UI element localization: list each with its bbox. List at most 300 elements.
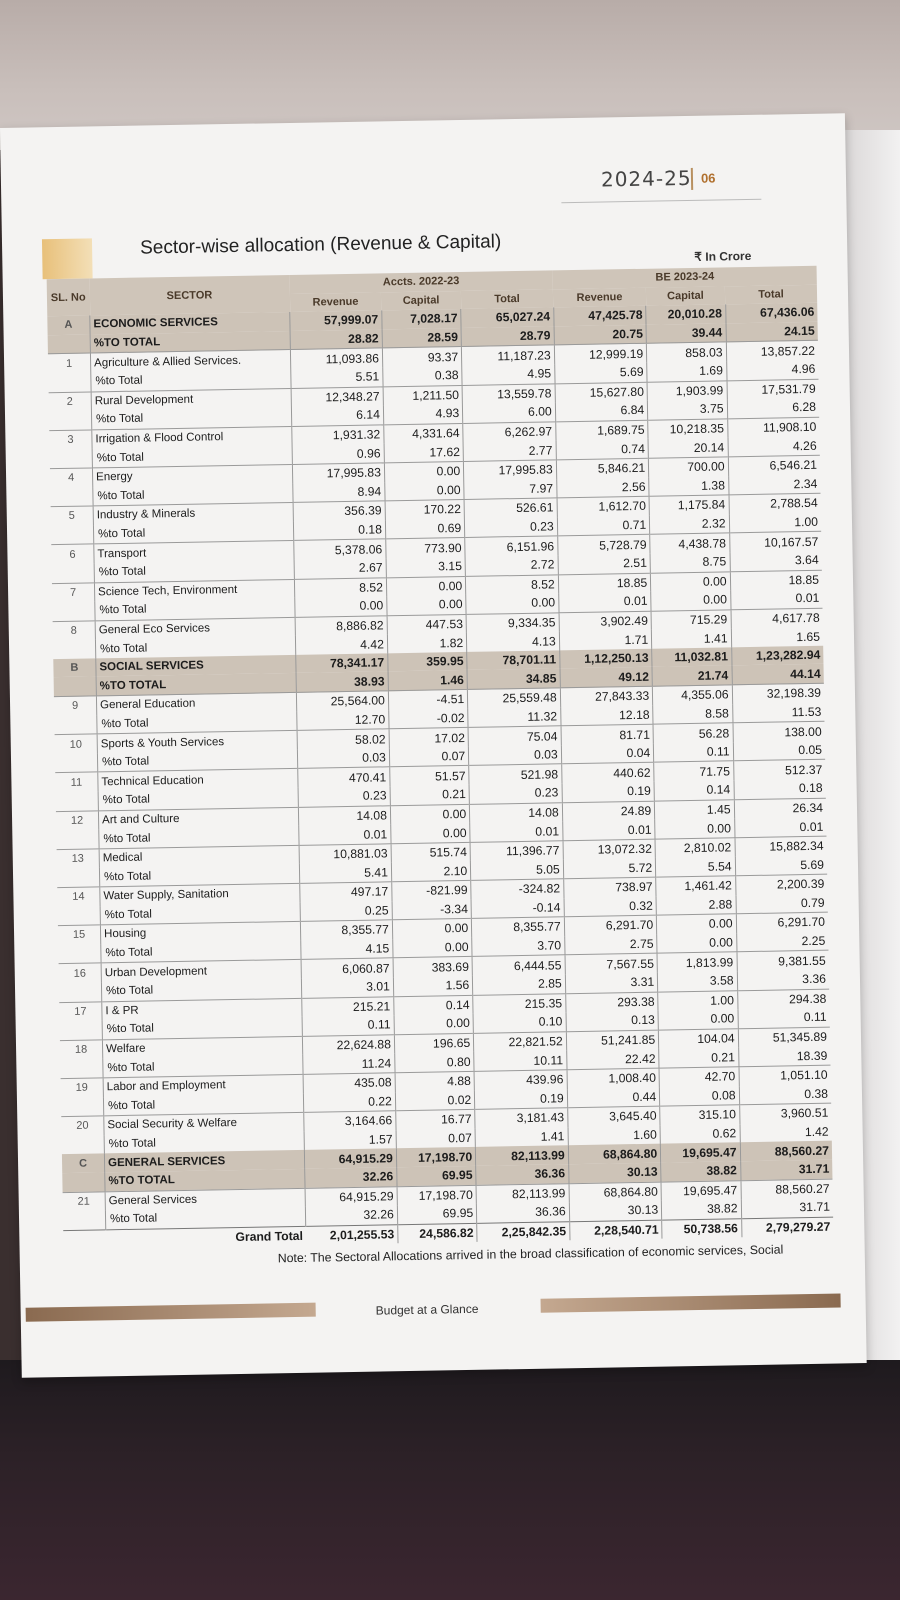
sector-cell: Industry & Minerals xyxy=(93,503,293,526)
value-cell: 3,960.51 xyxy=(739,1103,831,1124)
value-cell: 2.85 xyxy=(473,974,566,995)
value-cell: 17,198.70 xyxy=(396,1147,476,1167)
value-cell: 69.95 xyxy=(397,1166,477,1186)
value-cell: 58.02 xyxy=(297,729,389,750)
value-cell: 0.01 xyxy=(799,819,824,834)
sector-cell: %to Total xyxy=(99,864,299,887)
col-capital-1: Capital xyxy=(381,291,461,311)
value-cell: 215.35 xyxy=(473,993,566,1014)
sector-cell: %TO TOTAL xyxy=(105,1169,305,1192)
value-cell: 11.53 xyxy=(791,704,822,720)
sl-no-cell xyxy=(57,868,100,888)
sl-no-cell xyxy=(62,1135,105,1154)
value-cell: 0.38 xyxy=(383,366,463,386)
col-capital-2: Capital xyxy=(646,286,726,306)
value-cell: 34.85 xyxy=(467,669,560,690)
value-cell: 25,564.00 xyxy=(296,691,388,712)
sector-cell: General Services xyxy=(105,1188,305,1211)
value-cell: 22.42 xyxy=(566,1049,659,1070)
value-cell: 10,881.03 xyxy=(299,844,391,865)
value-cell: 6,444.55 xyxy=(472,955,565,976)
sl-no-cell: 15 xyxy=(58,925,101,945)
value-cell: 11,908.10 xyxy=(727,417,819,438)
value-cell: 0.25 xyxy=(300,901,392,922)
value-cell: 2.77 xyxy=(463,441,556,462)
sector-cell: ECONOMIC SERVICES xyxy=(90,312,290,334)
value-cell: 39.44 xyxy=(646,323,726,343)
sector-cell: %to Total xyxy=(99,826,299,849)
value-cell: 2,810.02 xyxy=(655,838,735,858)
value-cell: 1,813.99 xyxy=(657,952,737,972)
value-cell: 521.98 xyxy=(469,764,562,785)
sl-no-cell: 5 xyxy=(51,506,94,526)
value-cell: 13,559.78 xyxy=(462,383,555,404)
value-cell: 0.03 xyxy=(469,745,562,766)
sector-cell: %to Total xyxy=(101,941,301,964)
value-cell: 0.74 xyxy=(556,439,649,460)
sector-cell: %TO TOTAL xyxy=(96,673,296,696)
col-group-be: BE 2023-24 xyxy=(553,266,817,289)
value-cell: 8.52 xyxy=(466,574,559,595)
value-cell: 57,999.07 xyxy=(290,311,382,331)
value-cell: 1.71 xyxy=(559,630,652,650)
value-cell: 38.82 xyxy=(662,1199,742,1219)
value-cell: 6.00 xyxy=(463,403,556,424)
value-cell: 0.69 xyxy=(385,519,465,539)
value-cell: 6,291.70 xyxy=(736,912,828,933)
value-cell: 0.00 xyxy=(466,593,559,614)
sl-no-cell xyxy=(50,449,93,469)
value-cell: 0.04 xyxy=(561,744,654,765)
background-floor xyxy=(0,1360,900,1600)
value-cell: 0.00 xyxy=(657,933,737,953)
sl-no-cell xyxy=(50,487,93,507)
value-cell: 21.74 xyxy=(652,666,732,686)
value-cell: 75.04 xyxy=(468,726,561,747)
value-cell: 47,425.78 xyxy=(553,306,646,326)
value-cell: 359.95 xyxy=(388,652,468,672)
sl-no-cell xyxy=(56,830,99,850)
col-total-1: Total xyxy=(461,289,554,309)
value-cell: 20.75 xyxy=(554,325,647,346)
value-cell: 16.77 xyxy=(396,1109,476,1129)
value-cell: 497.17 xyxy=(300,882,392,903)
col-sl-no: SL. No xyxy=(47,278,90,316)
value-cell: 0.01 xyxy=(299,825,391,846)
value-cell: 4,331.64 xyxy=(384,423,464,443)
value-cell: 138.00 xyxy=(733,721,825,742)
value-cell: 0.05 xyxy=(798,742,823,758)
value-cell: 71.75 xyxy=(654,761,734,781)
value-cell: 294.38 xyxy=(737,989,829,1010)
value-cell: 20.14 xyxy=(648,438,728,458)
value-cell: 2.51 xyxy=(558,554,651,575)
header-rule xyxy=(561,199,761,203)
value-cell: 0.23 xyxy=(298,786,390,807)
value-cell: 4.93 xyxy=(383,404,463,424)
value-cell: 215.21 xyxy=(302,996,394,1017)
value-cell: 0.11 xyxy=(302,1015,394,1036)
value-cell: 12.18 xyxy=(560,705,653,726)
sl-no-cell: 1 xyxy=(48,353,91,373)
value-cell: 6,151.96 xyxy=(465,536,558,557)
value-cell: 1.41 xyxy=(652,629,732,649)
document-page xyxy=(0,113,867,1378)
value-cell: 1,051.10 xyxy=(739,1065,831,1086)
sl-no-cell: C xyxy=(62,1154,105,1173)
sl-no-cell: 19 xyxy=(61,1078,104,1098)
value-cell: 82,113.99 xyxy=(476,1146,569,1166)
value-cell: 6,546.21 xyxy=(728,455,820,476)
value-cell: -0.02 xyxy=(389,709,469,729)
value-cell: 10,167.57 xyxy=(729,532,821,553)
value-cell: 15,627.80 xyxy=(555,382,648,403)
sector-cell: Irrigation & Flood Control xyxy=(92,426,292,449)
col-revenue-1: Revenue xyxy=(289,292,381,312)
sl-no-cell xyxy=(63,1210,106,1230)
value-cell: 3.58 xyxy=(658,971,738,991)
value-cell: 512.37 xyxy=(733,760,825,781)
value-cell: 0.00 xyxy=(651,571,731,591)
sector-cell: Urban Development xyxy=(101,960,301,983)
value-cell: 0.00 xyxy=(651,590,731,610)
value-cell: 4,355.06 xyxy=(653,685,733,705)
sector-cell: %TO TOTAL xyxy=(90,331,290,354)
value-cell: 24.15 xyxy=(726,322,818,343)
sector-cell: %to Total xyxy=(103,1055,303,1078)
sector-cell: %to Total xyxy=(97,750,297,773)
sector-cell: Welfare xyxy=(102,1036,302,1059)
value-cell: 13,857.22 xyxy=(726,341,818,362)
value-cell: 0.38 xyxy=(804,1086,829,1101)
value-cell: 17.02 xyxy=(389,728,469,748)
col-total-2: Total xyxy=(725,284,817,304)
value-cell: 1.57 xyxy=(304,1130,396,1150)
value-cell: 715.29 xyxy=(651,610,731,630)
col-group-accts: Accts. 2022-23 xyxy=(289,270,553,293)
value-cell: 2.72 xyxy=(465,555,558,576)
value-cell: 19,695.47 xyxy=(661,1180,741,1200)
value-cell: 8.58 xyxy=(653,704,733,724)
value-cell: 10,218.35 xyxy=(648,419,728,439)
value-cell: 6,060.87 xyxy=(301,958,393,979)
value-cell: 81.71 xyxy=(561,724,654,745)
value-cell: 315.10 xyxy=(660,1105,740,1125)
sl-no-cell: 9 xyxy=(54,696,97,716)
value-cell: 0.21 xyxy=(390,785,470,805)
value-cell: 8,886.82 xyxy=(295,616,387,637)
value-cell: -324.82 xyxy=(471,879,564,900)
value-cell: -4.51 xyxy=(388,689,468,709)
value-cell: 439.96 xyxy=(474,1070,567,1091)
value-cell: 3,645.40 xyxy=(567,1106,660,1127)
value-cell: 32.26 xyxy=(305,1205,397,1226)
sl-no-cell: 2 xyxy=(49,392,92,412)
value-cell: 1.69 xyxy=(647,361,727,381)
value-cell: 6,262.97 xyxy=(463,422,556,443)
sl-no-cell xyxy=(60,1059,103,1079)
value-cell: 69.95 xyxy=(397,1204,477,1224)
value-cell: 12,348.27 xyxy=(291,386,383,407)
value-cell: 1,461.42 xyxy=(656,876,736,896)
value-cell: 170.22 xyxy=(385,500,465,520)
value-cell: 25,559.48 xyxy=(468,688,561,709)
sl-no-cell: 18 xyxy=(60,1040,103,1060)
sector-cell: Housing xyxy=(100,922,300,945)
sl-no-cell: 16 xyxy=(59,963,102,983)
grand-total-cell: 2,79,279.27 xyxy=(741,1217,833,1238)
sector-cell: General Education xyxy=(96,692,296,715)
value-cell: 2,788.54 xyxy=(729,493,821,514)
value-cell: 20,010.28 xyxy=(646,305,726,325)
value-cell: 17,531.79 xyxy=(727,379,819,400)
sector-cell: %to Total xyxy=(93,522,293,545)
table-body xyxy=(47,303,833,1230)
sl-no-cell xyxy=(51,525,94,545)
value-cell: 0.18 xyxy=(798,781,823,796)
value-cell: 12.70 xyxy=(297,710,389,731)
sector-cell: GENERAL SERVICES xyxy=(104,1150,304,1172)
value-cell: 22,821.52 xyxy=(474,1032,567,1053)
sl-no-cell xyxy=(49,411,92,431)
value-cell: 7.97 xyxy=(464,479,557,500)
value-cell: 0.79 xyxy=(800,895,825,911)
value-cell: 435.08 xyxy=(303,1073,395,1094)
value-cell: 3.31 xyxy=(565,973,658,994)
value-cell: 18.85 xyxy=(558,573,651,594)
sector-cell: %to Total xyxy=(91,369,291,392)
value-cell: 3,164.66 xyxy=(304,1111,396,1132)
value-cell: 18.39 xyxy=(796,1048,828,1063)
value-cell: 858.03 xyxy=(647,342,727,362)
value-cell: 5,728.79 xyxy=(557,535,650,556)
sector-cell: Sports & Youth Services xyxy=(97,731,297,754)
value-cell: 17,198.70 xyxy=(397,1185,477,1205)
sl-no-cell: A xyxy=(47,316,90,335)
value-cell: 19,695.47 xyxy=(661,1143,741,1163)
value-cell: 3.15 xyxy=(386,557,466,577)
value-cell: 31.71 xyxy=(799,1200,831,1215)
value-cell: 32,198.39 xyxy=(732,683,824,704)
sl-no-cell xyxy=(54,677,97,697)
value-cell: 0.18 xyxy=(293,520,385,541)
sl-no-cell: 4 xyxy=(50,468,93,488)
value-cell: 0.80 xyxy=(395,1052,475,1072)
value-cell: 4.26 xyxy=(792,438,817,453)
value-cell: 0.00 xyxy=(295,596,387,617)
value-cell: 3,181.43 xyxy=(475,1108,568,1129)
value-cell: -0.14 xyxy=(471,898,564,919)
value-cell: 2,200.39 xyxy=(735,874,827,895)
sector-cell: Medical xyxy=(99,845,299,868)
value-cell: 88,560.27 xyxy=(740,1141,832,1161)
value-cell: 0.71 xyxy=(557,515,650,536)
value-cell: 1.42 xyxy=(804,1124,829,1140)
value-cell: 3.64 xyxy=(794,552,819,568)
value-cell: 27,843.33 xyxy=(560,686,653,707)
value-cell: 6.84 xyxy=(555,401,648,422)
sl-no-cell xyxy=(56,791,99,811)
value-cell: 1.46 xyxy=(388,670,468,690)
sl-no-cell xyxy=(58,944,101,964)
value-cell: 13,072.32 xyxy=(563,839,656,860)
sl-no-cell xyxy=(54,715,97,735)
value-cell: 1,12,250.13 xyxy=(559,649,652,669)
value-cell: 1.00 xyxy=(658,990,738,1010)
value-cell: 5.69 xyxy=(554,363,647,384)
sector-cell: %to Total xyxy=(100,902,300,925)
sl-no-cell xyxy=(60,1021,103,1041)
value-cell: 526.61 xyxy=(464,498,557,519)
value-cell: 0.02 xyxy=(395,1090,475,1110)
sector-cell: Science Tech, Environment xyxy=(94,579,294,602)
value-cell: 65,027.24 xyxy=(461,308,554,328)
sector-cell: General Eco Services xyxy=(95,617,295,640)
value-cell: 1,689.75 xyxy=(555,420,648,441)
table-note: Note: The Sectoral Allocations arrived in the broad classification of economic services, Social xyxy=(277,1242,784,1266)
value-cell: 1.60 xyxy=(568,1125,661,1145)
value-cell: 68,864.80 xyxy=(569,1182,662,1203)
footer-text: Budget at a Glance xyxy=(375,1301,479,1318)
value-cell: 30.13 xyxy=(569,1201,662,1222)
value-cell: 7,028.17 xyxy=(382,309,462,329)
sector-cell: %to Total xyxy=(93,483,293,506)
value-cell: 1.00 xyxy=(794,514,819,530)
sl-no-cell xyxy=(52,602,95,622)
value-cell: 470.41 xyxy=(298,767,390,788)
value-cell: 5.69 xyxy=(800,857,825,872)
value-cell: 1,23,282.94 xyxy=(731,646,823,666)
value-cell: 0.03 xyxy=(297,748,389,769)
value-cell: 6,291.70 xyxy=(564,915,657,936)
grand-total-cell: 2,01,255.53 xyxy=(306,1224,398,1245)
value-cell: -3.34 xyxy=(392,899,472,919)
value-cell: 1.56 xyxy=(393,976,473,996)
value-cell: 0.11 xyxy=(654,742,734,762)
value-cell: 0.08 xyxy=(660,1086,740,1106)
value-cell: 28.59 xyxy=(382,328,462,348)
sector-cell: %to Total xyxy=(101,979,301,1002)
value-cell: 1.65 xyxy=(796,629,821,644)
value-cell: 78,701.11 xyxy=(467,650,560,670)
sector-cell: %to Total xyxy=(91,407,291,430)
sector-cell: %to Total xyxy=(98,788,298,811)
value-cell: 0.22 xyxy=(303,1092,395,1113)
value-cell: 14.08 xyxy=(298,805,390,826)
sector-cell: Water Supply, Sanitation xyxy=(100,883,300,906)
value-cell: 12,999.19 xyxy=(554,344,647,365)
value-cell: 1.82 xyxy=(387,633,467,653)
value-cell: 17,995.83 xyxy=(292,463,384,484)
value-cell: 88,560.27 xyxy=(741,1179,833,1200)
sector-cell: %to Total xyxy=(103,1093,303,1116)
value-cell: 51,345.89 xyxy=(738,1027,830,1048)
value-cell: 2.75 xyxy=(564,934,657,955)
value-cell: 3,902.49 xyxy=(559,611,652,632)
value-cell: 22,624.88 xyxy=(302,1035,394,1056)
value-cell: 10.11 xyxy=(474,1051,567,1072)
value-cell: 11,032.81 xyxy=(652,647,732,667)
sl-no-cell: 11 xyxy=(55,772,98,792)
value-cell: 0.00 xyxy=(385,480,465,500)
value-cell: 0.23 xyxy=(469,783,562,804)
sl-no-cell xyxy=(52,563,95,583)
value-cell: 5.05 xyxy=(471,860,564,881)
sector-cell: Transport xyxy=(94,541,294,564)
value-cell: 5.41 xyxy=(299,863,391,884)
value-cell: 0.21 xyxy=(659,1048,739,1068)
value-cell: 11,396.77 xyxy=(470,841,563,862)
value-cell: 0.00 xyxy=(387,595,467,615)
value-cell: 515.74 xyxy=(391,842,471,862)
value-cell: 0.11 xyxy=(803,1010,827,1025)
value-cell: 3.01 xyxy=(301,977,393,998)
value-cell: 67,436.06 xyxy=(725,303,817,323)
value-cell: 49.12 xyxy=(560,667,653,688)
sl-no-cell xyxy=(62,1172,105,1192)
value-cell: 9,381.55 xyxy=(737,951,829,972)
value-cell: 5,846.21 xyxy=(556,458,649,479)
value-cell: 3.70 xyxy=(472,936,565,957)
value-cell: 0.00 xyxy=(657,914,737,934)
sl-no-cell: B xyxy=(53,658,96,677)
value-cell: 0.96 xyxy=(292,444,384,465)
value-cell: 4.42 xyxy=(295,635,387,655)
value-cell: 8.75 xyxy=(650,552,730,572)
title-accent-bar xyxy=(42,238,93,279)
value-cell: 5.72 xyxy=(563,858,656,879)
sl-no-cell xyxy=(48,372,91,392)
sl-no-cell: 8 xyxy=(53,621,96,641)
sl-no-cell xyxy=(58,906,101,926)
sl-no-cell: 6 xyxy=(51,544,94,564)
value-cell: 1.41 xyxy=(475,1127,568,1147)
sl-no-cell: 3 xyxy=(49,430,92,450)
value-cell: 68,864.80 xyxy=(568,1144,661,1164)
value-cell: 64,915.29 xyxy=(304,1149,396,1169)
value-cell: 4.95 xyxy=(462,364,555,385)
value-cell: 0.00 xyxy=(391,823,471,843)
allocation-table xyxy=(47,266,834,1250)
value-cell: 1,008.40 xyxy=(567,1068,660,1089)
value-cell: 14.08 xyxy=(470,802,563,823)
value-cell: 0.01 xyxy=(562,820,655,841)
value-cell: 0.44 xyxy=(567,1087,660,1108)
value-cell: 24.89 xyxy=(562,801,655,822)
value-cell: 0.14 xyxy=(394,995,474,1015)
value-cell: 0.14 xyxy=(654,780,734,800)
value-cell: 17.62 xyxy=(384,442,464,462)
sl-no-cell: 7 xyxy=(52,582,95,602)
sector-cell: Energy xyxy=(92,464,292,487)
value-cell: 738.97 xyxy=(563,877,656,898)
grand-total-cell: 24,586.82 xyxy=(398,1223,478,1243)
value-cell: 0.00 xyxy=(655,819,735,839)
sector-cell: Labor and Employment xyxy=(103,1074,303,1097)
value-cell: 5,378.06 xyxy=(294,539,386,560)
page-title: Sector-wise allocation (Revenue & Capital) xyxy=(139,231,502,259)
value-cell: 44.14 xyxy=(732,664,824,685)
value-cell: 15,882.34 xyxy=(735,836,827,857)
value-cell: 0.07 xyxy=(396,1129,476,1149)
sector-cell: %to Total xyxy=(97,712,297,735)
sector-cell: Rural Development xyxy=(91,388,291,411)
header-year: 2024-25 xyxy=(600,165,692,192)
value-cell: 104.04 xyxy=(659,1029,739,1049)
value-cell: 56.28 xyxy=(653,723,733,743)
value-cell: 3.75 xyxy=(648,400,728,420)
value-cell: 4.13 xyxy=(467,632,560,652)
